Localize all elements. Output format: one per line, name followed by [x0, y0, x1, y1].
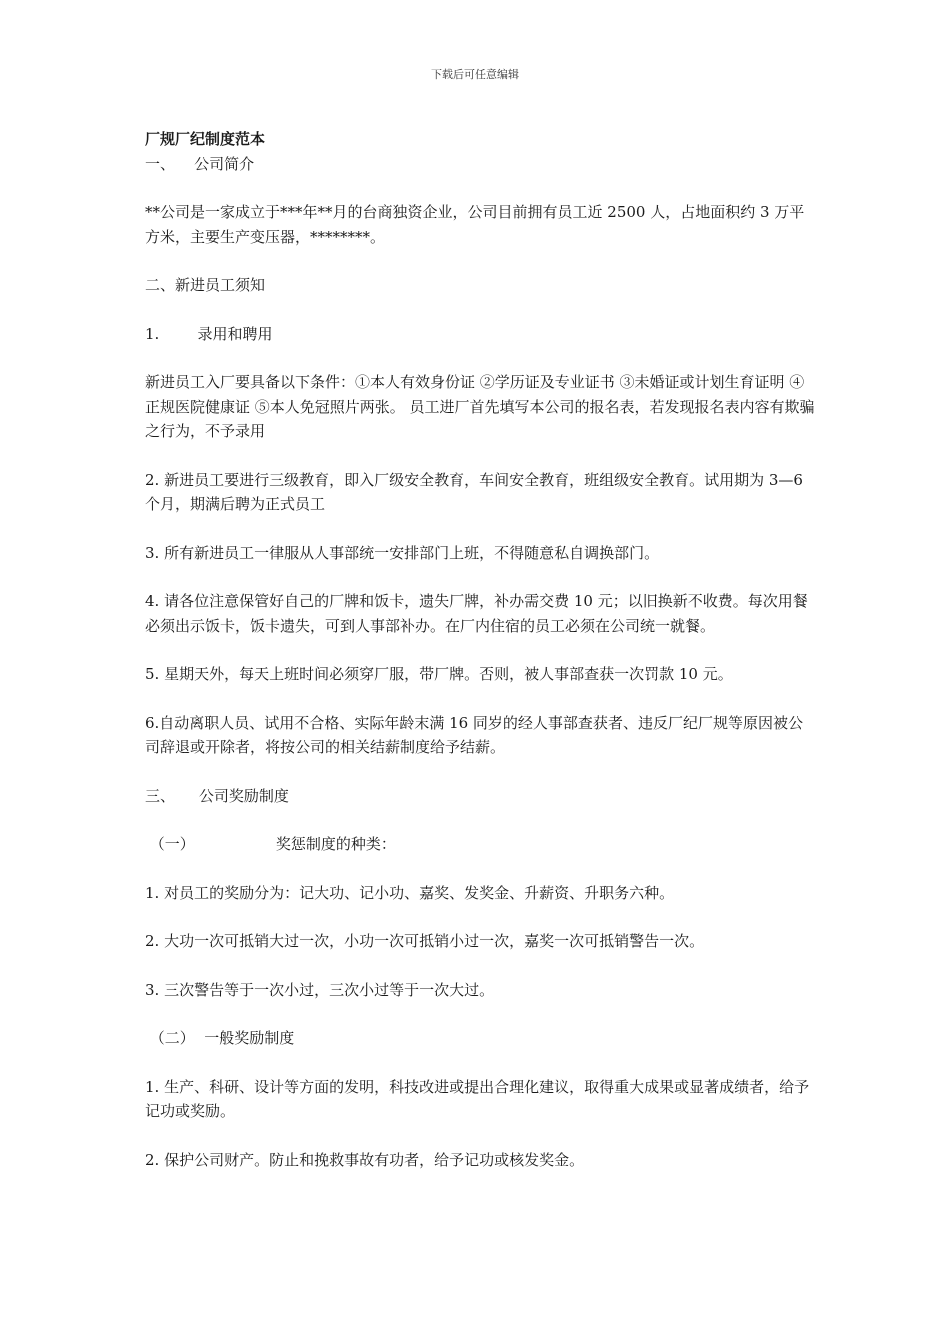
page-header-note: 下载后可任意编辑: [431, 68, 519, 81]
reward-item-3: 3. 三次警告等于一次小过，三次小过等于一次大过。: [145, 980, 495, 999]
item-1-heading: 1. 录用和聘用: [145, 324, 273, 343]
reward-item-2: 2. 大功一次可抵销大过一次，小功一次可抵销小过一次，嘉奖一次可抵销警告一次。: [145, 932, 705, 950]
item-1-body: 新进员工入厂要具备以下条件：①本人有效身份证 ②学历证及专业证书 ③未婚证或计划生育证明 ④正规医院健康证 ⑤本人免冠照片两张。 员工进厂首先填写本公司的报名表，若发现报名表内容有欺骗之行为，不予录用: [145, 373, 815, 440]
document-body: [145, 127, 817, 1172]
item-5: 5. 星期天外，每天上班时间必须穿厂服，带厂牌。否则，被人事部查获一次罚款 10 元。: [145, 665, 733, 683]
general-reward-item-2: 2. 保护公司财产。防止和挽救事故有功者，给予记功或核发奖金。: [145, 1150, 585, 1169]
item-3: 3. 所有新进员工一律服从人事部统一安排部门上班，不得随意私自调换部门。: [145, 543, 660, 562]
item-4: 4. 请各位注意保管好自己的厂牌和饭卡，遗失厂牌，补办需交费 10 元；以旧换新不收费。每次用餐必须出示饭卡，饭卡遗失，可到人事部补办。在厂内住宿的员工必须在公司统一就餐。: [145, 592, 808, 635]
reward-item-1: 1. 对员工的奖励分为：记大功、记小功、嘉奖、发奖金、升薪资、升职务六种。: [145, 883, 675, 902]
section-3-subheading-2: （二） 一般奖励制度: [145, 1029, 295, 1047]
section-2-heading: 二、新进员工须知: [145, 276, 266, 294]
section-1-body: **公司是一家成立于***年**月的台商独资企业，公司目前拥有员工近 2500 人，占地面积约 3 万平方米，主要生产变压器，********。: [145, 203, 805, 246]
item-6: 6.自动离职人员、试用不合格、实际年龄末满 16 同岁的经人事部查获者、违反厂纪厂规等原因被公司辞退或开除者，将按公司的相关结薪制度给予结薪。: [145, 713, 803, 756]
section-3-heading: 三、 公司奖励制度: [145, 786, 289, 805]
section-3-subheading-1: （一） 奖惩制度的种类：: [145, 835, 396, 853]
document-title: 厂规厂纪制度范本: [145, 130, 266, 148]
item-2: 2. 新进员工要进行三级教育，即入厂级安全教育，车间安全教育，班组级安全教育。试用期为 3—6 个月，期满后聘为正式员工: [145, 470, 803, 513]
section-1-heading: 一、 公司简介: [145, 154, 255, 173]
general-reward-item-1: 1. 生产、科研、设计等方面的发明，科技改进或提出合理化建议，取得重大成果或显著成绩者，给予记功或奖励。: [145, 1077, 810, 1120]
